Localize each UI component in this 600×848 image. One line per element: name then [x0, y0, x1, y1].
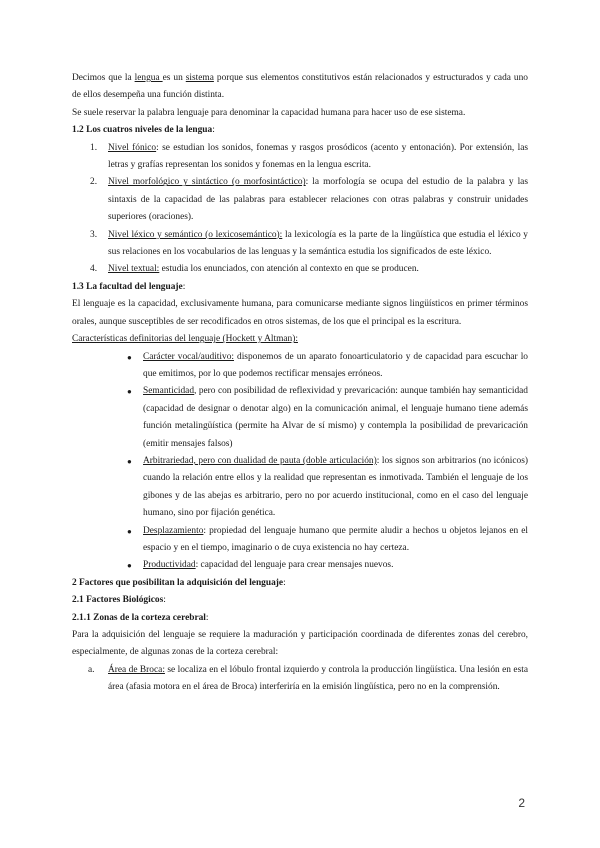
- bullet-item: [127, 349, 528, 384]
- bullet-term: Carácter vocal/auditivo:: [143, 351, 234, 362]
- subsection-heading: [72, 610, 528, 627]
- bullet-item: [127, 523, 528, 558]
- heading-colon: :: [163, 595, 166, 606]
- section-1-3-title: 1.3 La facultad del lenguaje: [72, 281, 183, 292]
- list-marker: 2.: [90, 177, 98, 188]
- bullet-text: : propiedad del lenguaje humano que permite aludir a hechos u objetos lejanos en el espacio y en el tiempo, imaginario o de cuya existencia no hay certeza.: [143, 525, 528, 553]
- section-2-1-title: 2.1 Factores Biológicos: [72, 595, 164, 606]
- list-marker: 3.: [90, 229, 98, 240]
- intro-paragraph: [72, 70, 528, 105]
- characteristics-list: [72, 349, 528, 575]
- bullet-text: , pero con posibilidad de reflexividad y prevaricación: aunque también hay semanticidad (capacidad de designar o denotar algo) en la comunicación animal, el lenguaje humano tiene además función metalingüística (permite ha Alvar de sí mismo) y contempla la posibilidad de prevaricación (emitir mensajes falsos): [143, 386, 528, 449]
- bullet-term: Productividad: [143, 560, 196, 571]
- document-page: [72, 70, 528, 697]
- intro-text: Decimos que la: [72, 73, 135, 83]
- bullet-text: disponemos de un aparato fonoarticulatorio y de capacidad para escuchar lo que emitimos, por lo que podemos rectificar mensajes erróneos.: [143, 351, 528, 379]
- bullet-item: [127, 453, 528, 523]
- section-heading: [72, 122, 528, 139]
- list-item: [90, 174, 528, 226]
- section-2-1-1-title: 2.1.1 Zonas de la corteza cerebral: [72, 612, 206, 623]
- list-item: [90, 227, 528, 262]
- bullet-term: Arbitrariedad, pero con dualidad de pauta (doble articulación): [143, 455, 377, 466]
- bullet-dot-icon: ●: [127, 561, 132, 571]
- list-term: Nivel léxico y semántico (o lexicosemántico):: [108, 229, 283, 240]
- list-marker: a.: [88, 664, 95, 675]
- heading-colon: :: [212, 125, 215, 136]
- page-number: 2: [518, 796, 525, 810]
- bullet-item: [127, 383, 528, 453]
- list-text: la lexicología es la parte de la lingüística que estudia el léxico y sus relaciones en los vocabularios de las lenguas y la semántica estudia los significados de este léxico.: [108, 229, 528, 258]
- section-heading: [72, 575, 528, 592]
- section-2-title: 2 Factores que posibilitan la adquisición del lenguaje: [72, 577, 284, 588]
- subsection-heading: [72, 592, 528, 609]
- list-term: Área de Broca:: [108, 664, 165, 675]
- characteristics-subheading: Características definitorias del lenguaje (Hockett y Altman):: [72, 334, 298, 345]
- heading-colon: :: [205, 612, 209, 623]
- bullet-dot-icon: ●: [127, 526, 132, 536]
- list-term: Nivel morfológico y sintáctico (o morfosintáctico): [108, 177, 306, 188]
- intro-text: es un: [162, 73, 186, 83]
- list-text: estudia los enunciados, con atención al contexto en que se producen.: [159, 264, 419, 275]
- list-item: [90, 261, 528, 278]
- list-text: se localiza en el lóbulo frontal izquierdo y controla la producción lingüística. Una lesión en esta área (afasia motora en el área de Broca) interferiría en la emisión lingüística, pero no en la comprensión.: [108, 664, 528, 693]
- bullet-term: Desplazamiento: [143, 525, 204, 536]
- heading-colon: :: [283, 577, 286, 588]
- zones-list: [72, 662, 528, 697]
- section-1-2-title: 1.2 Los cuatros niveles de la lengua: [72, 125, 213, 136]
- levels-list: [72, 140, 528, 279]
- section-heading: [72, 279, 528, 296]
- bullet-dot-icon: ●: [127, 456, 132, 466]
- list-term: Nivel textual:: [108, 264, 160, 275]
- bullet-item: [127, 557, 528, 574]
- bullet-text: : los signos son arbitrarios (no icónicos) cuando la relación entre ellos y la realidad que representan es inmotivada. También el lenguaje de los gibones y de las abejas es arbitrario, pero no por acuerdo institucional, como en el caso del lenguaje humano, sino por fijación genética.: [143, 455, 528, 519]
- list-item: [90, 140, 529, 175]
- intro-text: porque sus elementos constitutivos están relacionados y estructurados y cada uno de ellos desempeña una función distinta.: [72, 73, 528, 101]
- list-text: : la morfología se ocupa del estudio de la palabra y las sintaxis de la capacidad de las palabras para establecer relaciones con otras palabras y construir unidades superiores (oraciones).: [108, 177, 528, 223]
- term-sistema: sistema: [185, 73, 214, 83]
- cortex-paragraph: Para la adquisición del lenguaje se requiere la maduración y participación coordinada de diferentes zonas del cerebro, especialmente, de algunas zonas de la corteza cerebral:: [72, 630, 528, 658]
- list-term: Nivel fónico: [108, 142, 157, 153]
- bullet-dot-icon: ●: [127, 387, 132, 397]
- term-lengua: lengua: [134, 73, 163, 83]
- list-marker: 4.: [90, 264, 98, 275]
- list-marker: 1.: [90, 142, 98, 153]
- heading-colon: :: [182, 281, 186, 292]
- intro-paragraph-2: Se suele reservar la palabra lenguaje para denominar la capacidad humana para hacer uso de ese sistema.: [72, 107, 466, 118]
- bullet-dot-icon: ●: [127, 352, 132, 362]
- list-text: : se estudian los sonidos, fonemas y rasgos prosódicos (acento y entonación). Por extensión, las letras y grafías representan los sonidos y fonemas en la lengua escrita.: [108, 142, 529, 171]
- bullet-text: : capacidad del lenguaje para crear mensajes nuevos.: [195, 560, 394, 571]
- lenguaje-paragraph: El lenguaje es la capacidad, exclusivamente humana, para comunicarse mediante signos lingüísticos en primer términos orales, aunque susceptibles de ser recodificados en otros sistemas, de los que el principal es la escritura.: [72, 299, 528, 327]
- list-item: [88, 662, 528, 697]
- bullet-term: Semanticidad: [143, 386, 195, 397]
